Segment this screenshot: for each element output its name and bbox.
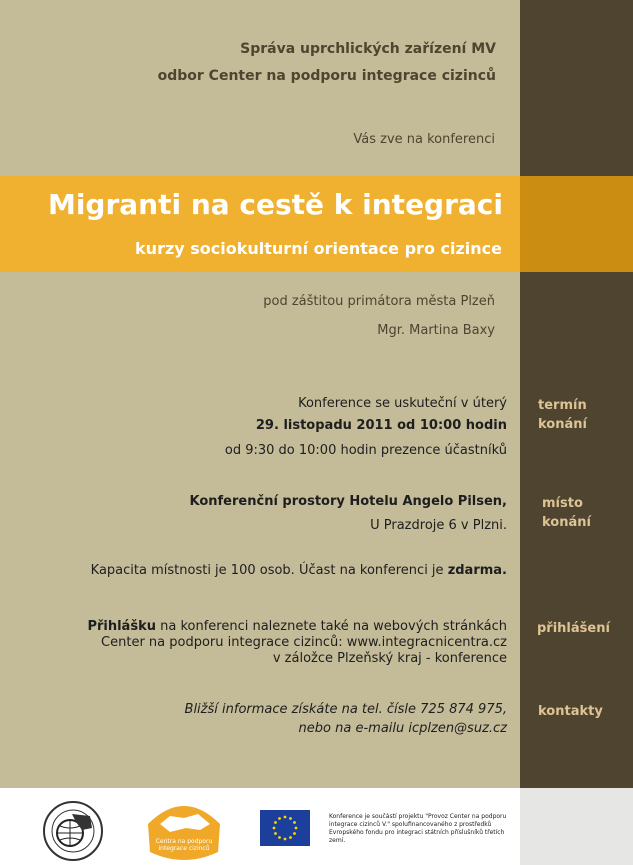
term-line-1: Konference se uskuteční v úterý bbox=[298, 396, 507, 411]
label-term-1: termín bbox=[538, 398, 587, 413]
patronage-line-2: Mgr. Martina Baxy bbox=[377, 323, 495, 338]
label-contact: kontakty bbox=[538, 704, 603, 719]
label-term bbox=[538, 396, 587, 434]
registration-line-1-rest: na konferenci naleznete také na webových stránkách bbox=[155, 619, 507, 634]
organizer-line-2: odbor Center na podporu integrace cizinců bbox=[157, 68, 496, 84]
capacity-text-main: Kapacita místnosti je 100 osob. Účast na konferenci je bbox=[90, 563, 448, 578]
venue-address: U Prazdroje 6 v Plzni. bbox=[370, 518, 507, 533]
eu-funding-note: Konference je součástí projektu "Provoz Center na podporu integrace cizinců V." spolufinancovaného z prostředků Evropského fondu pro integraci státních příslušníků třetích zemí. bbox=[329, 813, 507, 844]
footer-side bbox=[520, 788, 633, 865]
label-term-2: konání bbox=[538, 417, 587, 432]
capacity-free: zdarma. bbox=[447, 563, 507, 578]
ministry-seal-logo bbox=[42, 800, 104, 862]
integration-centers-logo-text: Centra na podporu integrace cizinců bbox=[155, 838, 213, 852]
registration-website: Center na podporu integrace cizinců: www.integracnicentra.cz bbox=[101, 635, 507, 650]
label-place-1: místo bbox=[542, 496, 583, 511]
conference-title: Migranti na cestě k integraci bbox=[47, 188, 503, 221]
patronage-line-1: pod záštitou primátora města Plzeň bbox=[263, 294, 495, 309]
registration-line-3: v záložce Plzeňský kraj - konference bbox=[272, 651, 507, 666]
eu-flag-icon bbox=[260, 810, 310, 846]
organizer-line-1: Správa uprchlických zařízení MV bbox=[240, 41, 496, 57]
registration-line-1 bbox=[87, 619, 507, 634]
venue-name: Konferenční prostory Hotelu Angelo Pilsen, bbox=[189, 494, 507, 509]
conference-subtitle: kurzy sociokulturní orientace pro cizince bbox=[135, 239, 502, 258]
integration-centers-logo bbox=[140, 794, 228, 864]
label-place-2: konání bbox=[542, 515, 591, 530]
invitation-text: Vás zve na konferenci bbox=[353, 132, 495, 147]
sidebar-panel bbox=[520, 0, 633, 788]
contact-email: nebo na e-mailu icplzen@suz.cz bbox=[298, 721, 507, 736]
registration-bold: Přihlášku bbox=[87, 619, 156, 634]
label-place bbox=[542, 494, 591, 532]
term-date: 29. listopadu 2011 od 10:00 hodin bbox=[255, 418, 507, 433]
contact-phone: Bližší informace získáte na tel. čísle 725 874 975, bbox=[184, 702, 507, 717]
term-line-3: od 9:30 do 10:00 hodin prezence účastníků bbox=[224, 443, 507, 458]
label-registration: přihlášení bbox=[537, 621, 610, 636]
title-banner-side bbox=[520, 176, 633, 272]
capacity-text bbox=[91, 563, 507, 578]
